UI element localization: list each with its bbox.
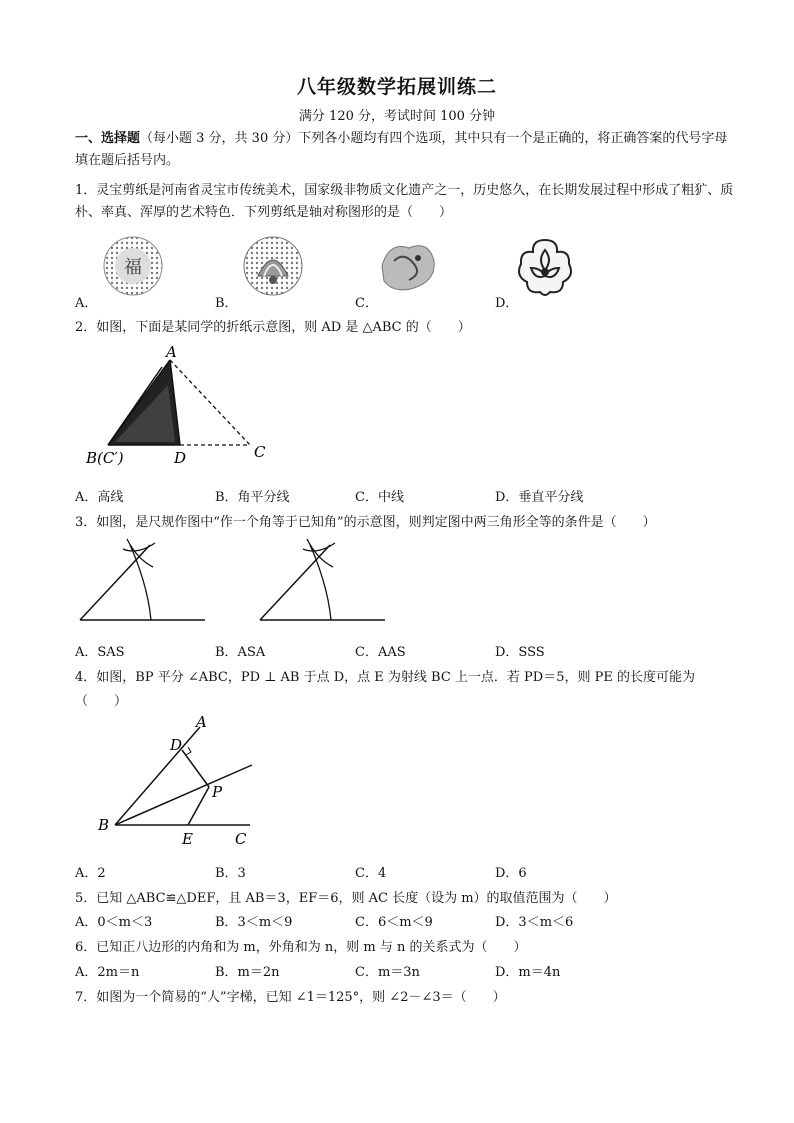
- q3-option-c[interactable]: C．AAS: [355, 645, 406, 660]
- q2-option-d[interactable]: D．垂直平分线: [495, 490, 584, 505]
- q6-option-c[interactable]: C．m＝3n: [355, 965, 420, 980]
- papercut-d-image: [512, 236, 582, 296]
- papercut-a-image: [100, 236, 170, 296]
- question-2-stem: 2．如图，下面是某同学的折纸示意图，则 AD 是 △ABC 的（ ）: [75, 320, 471, 335]
- q2-option-a[interactable]: A．高线: [75, 490, 124, 505]
- q2-label-b: B(C′): [86, 449, 124, 467]
- q1-option-b[interactable]: B．: [215, 296, 238, 311]
- question-1-stem: 1．灵宝剪纸是河南省灵宝市传统美术，国家级非物质文化遗产之一，历史悠久，在长期发展过程中形成了粗犷、质朴、率真、浑厚的艺术特色．下列剪纸是轴对称图形的是（ ）: [75, 183, 734, 220]
- q1-option-d[interactable]: D．: [495, 296, 519, 311]
- question-5-stem: 5．已知 △ABC≌△DEF，且 AB＝3，EF＝6，则 AC 长度（设为 m）的取值范围为（ ）: [75, 891, 617, 906]
- q5-option-d[interactable]: D．3＜m＜6: [495, 915, 574, 930]
- q1-option-a[interactable]: A．: [75, 296, 98, 311]
- q4-figure: [90, 712, 270, 852]
- q5-option-b[interactable]: B．3＜m＜9: [215, 915, 293, 930]
- q4-option-b[interactable]: B．3: [215, 866, 246, 881]
- q2-option-b[interactable]: B．角平分线: [215, 490, 290, 505]
- q5-option-c[interactable]: C．6＜m＜9: [355, 915, 433, 930]
- page-title: 八年级数学拓展训练二: [296, 76, 497, 98]
- q4-label-d: D: [170, 736, 183, 754]
- papercut-b-image: [240, 236, 310, 296]
- q3-figure-right: [255, 535, 390, 630]
- q4-label-b: B: [98, 816, 110, 834]
- q2-label-a: A: [166, 343, 177, 361]
- q4-option-a[interactable]: A．2: [75, 866, 106, 881]
- section-note: （每小题 3 分，共 30 分）下列各小题均有四个选项，其中只有一个是正确的，将正确答案的代号字母填在题后括号内。: [75, 131, 728, 168]
- question-6-stem: 6．已知正八边形的内角和为 m，外角和为 n，则 m 与 n 的关系式为（ ）: [75, 940, 527, 955]
- q2-label-c: C: [254, 443, 266, 461]
- papercut-a-glyph: 福: [124, 257, 142, 278]
- q4-label-c: C: [235, 830, 247, 848]
- q2-figure: [80, 345, 280, 470]
- section-heading: 一、选择题: [75, 131, 141, 146]
- q4-label-e: E: [182, 830, 193, 848]
- q3-figure-left: [75, 535, 210, 630]
- q3-option-d[interactable]: D．SSS: [495, 645, 545, 660]
- q5-option-a[interactable]: A．0＜m＜3: [75, 915, 153, 930]
- q4-option-d[interactable]: D．6: [495, 866, 527, 881]
- q6-option-a[interactable]: A．2m＝n: [75, 965, 140, 980]
- q2-label-d: D: [174, 449, 187, 467]
- q3-option-b[interactable]: B．ASA: [215, 645, 266, 660]
- question-4-stem-line2: （ ）: [75, 694, 128, 709]
- papercut-c-image: [374, 236, 444, 296]
- q3-option-a[interactable]: A．SAS: [75, 645, 125, 660]
- q4-option-c[interactable]: C．4: [355, 866, 387, 881]
- q6-option-b[interactable]: B．m＝2n: [215, 965, 280, 980]
- question-3-stem: 3．如图，是尺规作图中“作一个角等于已知角”的示意图，则判定图中两三角形全等的条件是（ ）: [75, 515, 656, 530]
- page-subtitle: 满分 120 分，考试时间 100 分钟: [298, 109, 496, 124]
- q6-option-d[interactable]: D．m＝4n: [495, 965, 561, 980]
- question-4-stem-line1: 4．如图，BP 平分 ∠ABC，PD ⊥ AB 于点 D，点 E 为射线 BC 上一点．若 PD＝5，则 PE 的长度可能为: [75, 670, 695, 685]
- question-7-stem: 7．如图为一个简易的“人”字梯，已知 ∠1＝125°，则 ∠2－∠3＝（ ）: [75, 990, 506, 1005]
- q4-label-p: P: [212, 783, 223, 801]
- section-instructions: [75, 128, 735, 172]
- q4-label-a: A: [196, 713, 207, 731]
- q2-option-c[interactable]: C．中线: [355, 490, 404, 505]
- q1-option-c[interactable]: C．: [355, 296, 378, 311]
